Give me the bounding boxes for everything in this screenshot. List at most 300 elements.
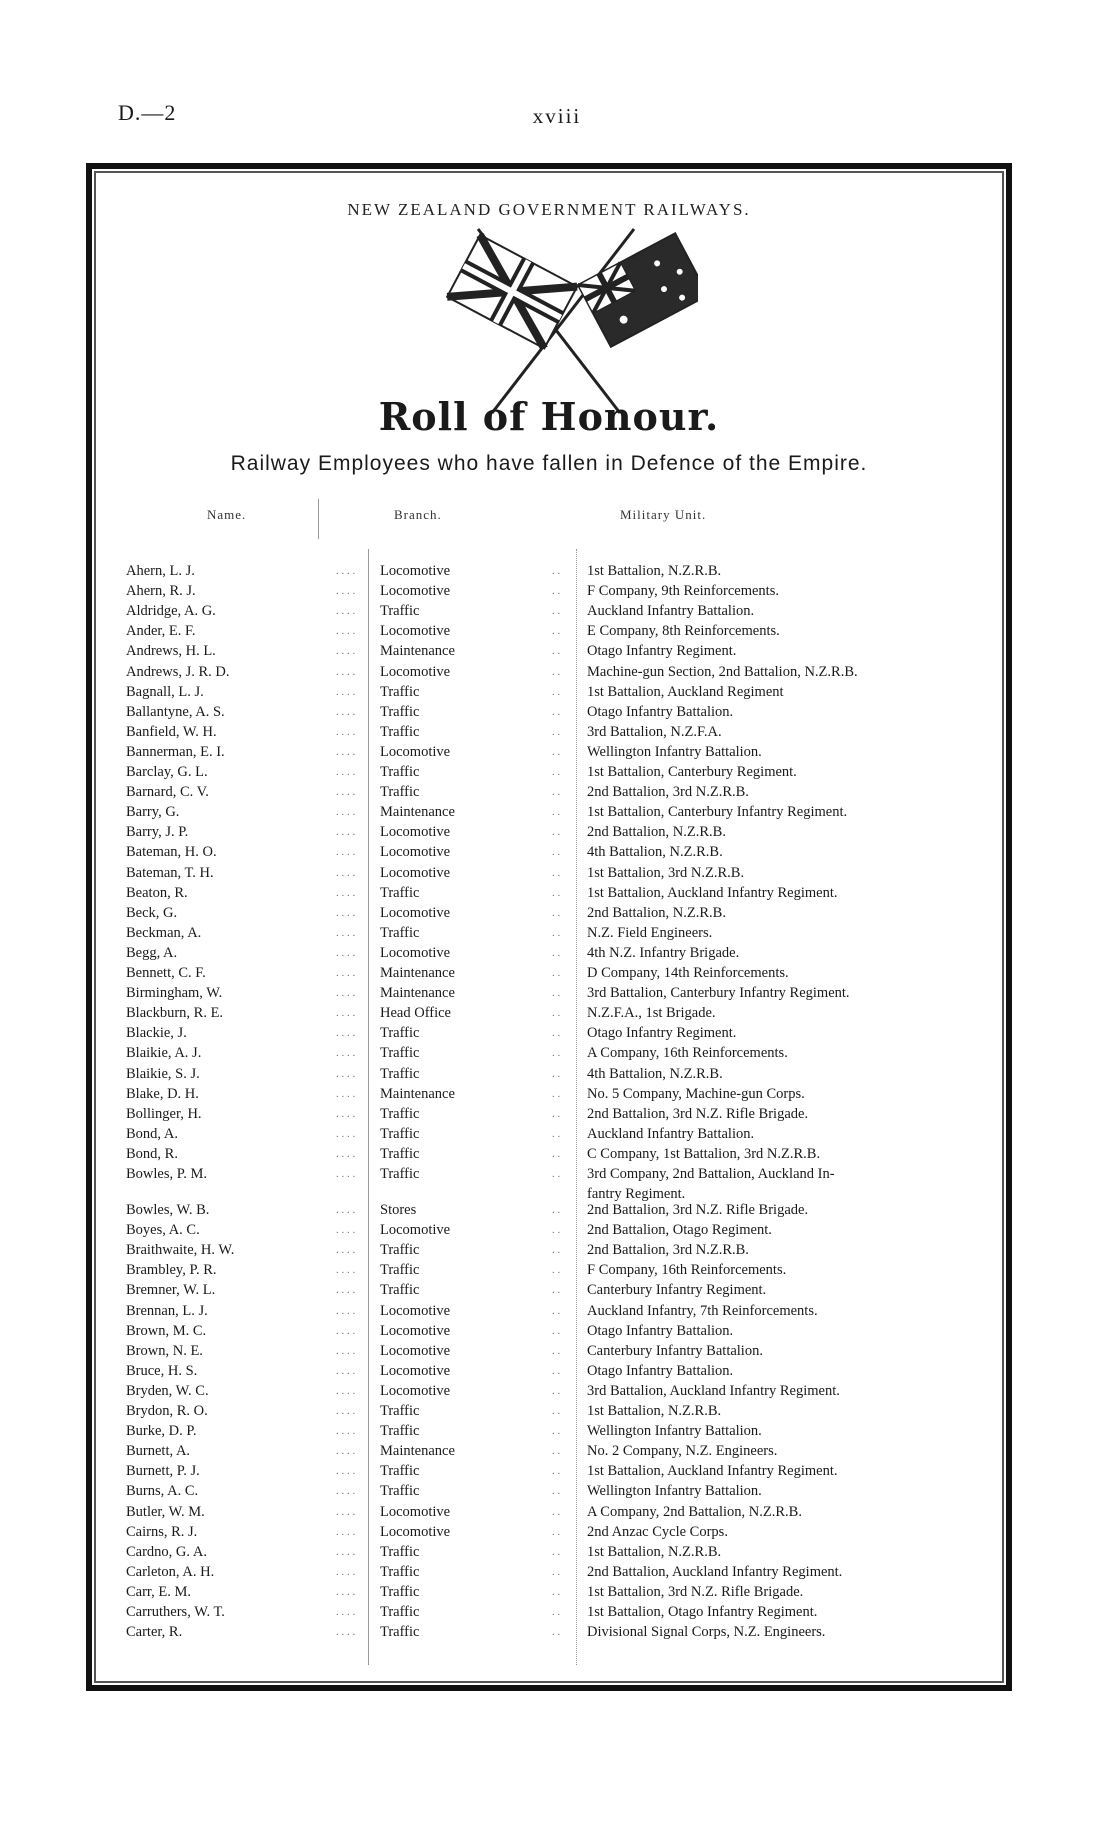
leader-dots: . . . . — [336, 1545, 356, 1558]
leader-dots: . . — [552, 1606, 561, 1618]
name-cell: Bagnall, L. J. — [126, 683, 204, 700]
branch-cell: Traffic — [380, 1105, 420, 1122]
roll-of-honour-title: Roll of Honour. — [378, 394, 720, 439]
branch-cell: Traffic — [380, 1242, 420, 1259]
branch-cell: Traffic — [380, 1145, 420, 1162]
branch-cell: Traffic — [380, 723, 420, 740]
table-row — [92, 842, 1006, 862]
unit-cell: 2nd Battalion, N.Z.R.B. — [587, 904, 726, 921]
unit-cell: 3rd Battalion, Auckland Infantry Regiment. — [587, 1382, 840, 1399]
leader-dots: . . . . — [336, 1525, 356, 1538]
name-cell: Brown, M. C. — [126, 1322, 207, 1339]
branch-cell: Traffic — [380, 1065, 420, 1082]
leader-dots: . . — [552, 1264, 561, 1277]
branch-cell: Traffic — [380, 1125, 420, 1142]
table-row — [92, 1542, 1006, 1562]
column-header-unit: Military Unit. — [620, 507, 707, 522]
leader-dots: . . . . — [336, 1107, 356, 1120]
table-row — [92, 1003, 1006, 1023]
unit-cell: 4th Battalion, N.Z.R.B. — [587, 1065, 723, 1082]
table-row — [92, 1200, 1006, 1220]
leader-dots: . . — [552, 1244, 561, 1257]
name-cell: Brennan, L. J. — [126, 1302, 208, 1319]
branch-cell: Traffic — [380, 924, 420, 941]
leader-dots: . . . . — [336, 766, 356, 778]
branch-cell: Locomotive — [380, 663, 451, 680]
leader-dots: . . . . — [336, 725, 356, 738]
name-cell: Butler, W. M. — [126, 1503, 205, 1520]
leader-dots: . . — [552, 1204, 561, 1216]
unit-cell: E Company, 8th Reinforcements. — [587, 623, 780, 640]
table-row — [92, 1381, 1006, 1401]
leader-dots: . . — [552, 946, 561, 959]
leader-dots: . . . . — [336, 1087, 356, 1100]
branch-cell: Locomotive — [380, 944, 451, 961]
leader-dots: . . — [552, 585, 561, 598]
unit-cell: Otago Infantry Battalion. — [587, 1362, 734, 1379]
table-row — [92, 1321, 1006, 1341]
unit-cell: Canterbury Infantry Battalion. — [587, 1342, 763, 1359]
leader-dots: . . — [552, 645, 561, 658]
leader-dots: . . — [552, 1304, 561, 1317]
branch-cell: Traffic — [380, 884, 420, 901]
name-cell: Brambley, P. R. — [126, 1262, 217, 1279]
leader-dots: . . — [552, 1585, 561, 1598]
unit-cell: Otago Infantry Battalion. — [587, 703, 734, 720]
unit-cell: 1st Battalion, Auckland Infantry Regiment. — [587, 884, 838, 901]
leader-dots: . . . . — [336, 1626, 356, 1639]
unit-cell: 2nd Battalion, Auckland Infantry Regiment. — [587, 1563, 843, 1580]
leader-dots: . . — [552, 1505, 561, 1518]
leader-dots: . . — [552, 1284, 561, 1297]
table-row — [92, 983, 1006, 1003]
name-cell: Cardno, G. A. — [126, 1543, 207, 1560]
branch-cell: Locomotive — [380, 1342, 451, 1359]
unit-cell: N.Z.F.A., 1st Brigade. — [587, 1005, 716, 1022]
unit-cell: 1st Battalion, N.Z.R.B. — [587, 1543, 722, 1560]
leader-dots: . . — [552, 1384, 561, 1397]
branch-cell: Traffic — [380, 603, 420, 620]
table-row — [92, 1124, 1006, 1144]
leader-dots: . . — [552, 806, 561, 819]
table-row — [92, 1401, 1006, 1421]
name-cell: Blaikie, A. J. — [126, 1045, 202, 1062]
unit-cell: 1st Battalion, N.Z.R.B. — [587, 1403, 722, 1419]
page-reference: D.—2 — [118, 100, 177, 125]
name-cell: Beaton, R. — [126, 884, 188, 901]
leader-dots: . . — [552, 1425, 561, 1438]
branch-cell: Maintenance — [380, 1443, 455, 1460]
table-row — [92, 943, 1006, 963]
leader-dots: . . — [552, 1168, 561, 1180]
name-cell: Beckman, A. — [126, 924, 202, 941]
leader-dots: . . — [552, 605, 561, 618]
name-cell: Boyes, A. C. — [126, 1222, 200, 1239]
leader-dots: . . . . — [336, 826, 356, 839]
unit-cell-continued: fantry Regiment. — [587, 1186, 686, 1202]
name-cell: Brown, N. E. — [126, 1342, 203, 1359]
branch-cell: Traffic — [380, 703, 420, 720]
leader-dots: . . — [552, 1344, 561, 1357]
branch-cell: Locomotive — [380, 1302, 451, 1319]
branch-cell: Traffic — [380, 1262, 420, 1279]
name-cell: Ahern, L. J. — [126, 563, 195, 579]
leader-dots: . . . . — [336, 1007, 356, 1020]
name-cell: Bond, R. — [126, 1145, 178, 1162]
leader-dots: . . — [552, 1324, 561, 1337]
crossed-flags-icon — [410, 227, 698, 417]
leader-dots: . . . . — [336, 705, 356, 718]
branch-cell: Locomotive — [380, 904, 451, 921]
name-cell: Bollinger, H. — [126, 1105, 202, 1122]
leader-dots: . . . . — [336, 967, 356, 979]
name-cell: Barclay, G. L. — [126, 764, 208, 780]
name-cell: Carr, E. M. — [126, 1583, 192, 1600]
name-cell: Burke, D. P. — [126, 1423, 197, 1440]
name-cell: Blaikie, S. J. — [126, 1065, 200, 1082]
leader-dots: . . . . — [336, 987, 356, 1000]
unit-cell: 2nd Battalion, 3rd N.Z. Rifle Brigade. — [587, 1202, 809, 1218]
leader-dots: . . — [552, 1047, 561, 1060]
unit-cell: 1st Battalion, 3rd N.Z. Rifle Brigade. — [587, 1583, 804, 1600]
leader-dots: . . — [552, 565, 561, 577]
branch-cell: Traffic — [380, 1624, 420, 1641]
table-row — [92, 1220, 1006, 1240]
unit-cell: No. 2 Company, N.Z. Engineers. — [587, 1443, 778, 1460]
name-cell: Barry, G. — [126, 804, 180, 821]
table-row — [92, 883, 1006, 903]
leader-dots: . . — [552, 967, 561, 979]
name-cell: Cairns, R. J. — [126, 1523, 198, 1540]
unit-cell: 2nd Battalion, Otago Regiment. — [587, 1222, 772, 1239]
leader-dots: . . — [552, 1626, 561, 1639]
table-row — [92, 1260, 1006, 1280]
unit-cell: A Company, 16th Reinforcements. — [587, 1045, 788, 1062]
unit-cell: 1st Battalion, Auckland Regiment — [587, 683, 784, 700]
leader-dots: . . . . — [336, 1324, 356, 1337]
branch-cell: Locomotive — [380, 1503, 451, 1520]
unit-cell: D Company, 14th Reinforcements. — [587, 965, 789, 981]
table-row — [92, 863, 1006, 883]
branch-cell: Traffic — [380, 1483, 420, 1500]
unit-cell: Divisional Signal Corps, N.Z. Engineers. — [587, 1624, 826, 1641]
unit-cell: Auckland Infantry Battalion. — [587, 603, 755, 620]
leader-dots: . . . . — [336, 1284, 356, 1297]
name-cell: Carleton, A. H. — [126, 1563, 215, 1580]
table-row — [92, 963, 1006, 983]
table-row — [92, 722, 1006, 742]
leader-dots: . . . . — [336, 1047, 356, 1060]
branch-cell: Maintenance — [380, 985, 455, 1002]
leader-dots: . . . . — [336, 806, 356, 819]
table-row — [92, 822, 1006, 842]
leader-dots: . . — [552, 846, 561, 859]
unit-cell: N.Z. Field Engineers. — [587, 924, 713, 941]
name-cell: Burnett, A. — [126, 1443, 191, 1460]
branch-cell: Traffic — [380, 1563, 420, 1580]
table-row — [92, 1064, 1006, 1084]
leader-dots: . . — [552, 665, 561, 678]
name-cell: Blackburn, R. E. — [126, 1005, 224, 1022]
leader-dots: . . . . — [336, 866, 356, 879]
unit-cell: Auckland Infantry, 7th Reinforcements. — [587, 1302, 818, 1319]
leader-dots: . . — [552, 1007, 561, 1020]
unit-cell: 3rd Company, 2nd Battalion, Auckland In- — [587, 1166, 835, 1182]
unit-cell: 3rd Battalion, Canterbury Infantry Regiment. — [587, 985, 850, 1002]
table-row — [92, 1602, 1006, 1622]
leader-dots: . . — [552, 705, 561, 718]
name-cell: Bryden, W. C. — [126, 1382, 209, 1399]
table-row — [92, 1043, 1006, 1063]
leader-dots: . . — [552, 1364, 561, 1377]
leader-dots: . . . . — [336, 1505, 356, 1518]
leader-dots: . . . . — [336, 1204, 356, 1216]
name-cell: Begg, A. — [126, 944, 178, 961]
table-row — [92, 581, 1006, 601]
table-row — [92, 702, 1006, 722]
leader-dots: . . — [552, 1545, 561, 1558]
table-row — [92, 782, 1006, 802]
branch-cell: Maintenance — [380, 804, 455, 821]
unit-cell: F Company, 9th Reinforcements. — [587, 583, 779, 600]
name-cell: Brydon, R. O. — [126, 1403, 208, 1419]
unit-cell: Wellington Infantry Battalion. — [587, 1483, 762, 1500]
branch-cell: Traffic — [380, 1423, 420, 1440]
name-cell: Andrews, J. R. D. — [126, 663, 230, 680]
page-number: xviii — [532, 104, 582, 128]
leader-dots: . . . . — [336, 1224, 356, 1237]
leader-dots: . . . . — [336, 1147, 356, 1160]
table-row — [92, 762, 1006, 782]
unit-cell: 2nd Battalion, 3rd N.Z.R.B. — [587, 1242, 749, 1259]
name-cell: Carruthers, W. T. — [126, 1604, 225, 1620]
unit-cell: 1st Battalion, 3rd N.Z.R.B. — [587, 864, 745, 881]
unit-cell: C Company, 1st Battalion, 3rd N.Z.R.B. — [587, 1145, 821, 1162]
table-row — [92, 561, 1006, 581]
branch-cell: Locomotive — [380, 1382, 451, 1399]
name-cell: Burnett, P. J. — [126, 1463, 200, 1480]
table-row — [92, 1622, 1006, 1642]
leader-dots: . . — [552, 1127, 561, 1140]
column-header-name: Name. — [207, 507, 247, 522]
leader-dots: . . — [552, 1224, 561, 1237]
branch-cell: Locomotive — [380, 864, 451, 881]
branch-cell: Locomotive — [380, 844, 451, 861]
branch-cell: Locomotive — [380, 563, 451, 579]
name-cell: Braithwaite, H. W. — [126, 1242, 235, 1259]
branch-cell: Head Office — [380, 1005, 451, 1022]
unit-cell: 2nd Battalion, 3rd N.Z. Rifle Brigade. — [587, 1105, 809, 1122]
name-cell: Barnard, C. V. — [126, 784, 209, 801]
leader-dots: . . . . — [336, 1244, 356, 1257]
leader-dots: . . — [552, 1525, 561, 1538]
table-row — [92, 1582, 1006, 1602]
name-cell: Bannerman, E. I. — [126, 743, 225, 760]
unit-cell: 1st Battalion, Otago Infantry Regiment. — [587, 1604, 818, 1620]
unit-cell: 1st Battalion, Canterbury Infantry Regiment. — [587, 804, 848, 821]
table-row — [92, 1144, 1006, 1164]
branch-cell: Locomotive — [380, 743, 451, 760]
leader-dots: . . . . — [336, 585, 356, 598]
leader-dots: . . . . — [336, 946, 356, 959]
branch-cell: Maintenance — [380, 643, 455, 660]
leader-dots: . . . . — [336, 1264, 356, 1277]
leader-dots: . . — [552, 685, 561, 698]
branch-cell: Maintenance — [380, 965, 455, 981]
table-row — [92, 1502, 1006, 1522]
leader-dots: . . — [552, 1107, 561, 1120]
unit-cell: No. 5 Company, Machine-gun Corps. — [587, 1085, 805, 1102]
leader-dots: . . — [552, 866, 561, 879]
name-cell: Carter, R. — [126, 1624, 183, 1641]
roll-frame — [86, 163, 1012, 1691]
table-row — [92, 742, 1006, 762]
leader-dots: . . . . — [336, 565, 356, 577]
leader-dots: . . . . — [336, 1027, 356, 1040]
name-cell: Ander, E. F. — [126, 623, 196, 640]
unit-cell: A Company, 2nd Battalion, N.Z.R.B. — [587, 1503, 802, 1520]
unit-cell: Auckland Infantry Battalion. — [587, 1125, 755, 1142]
branch-cell: Locomotive — [380, 623, 451, 640]
roll-subtitle: Railway Employees who have fallen in Defence of the Empire. — [230, 452, 868, 475]
leader-dots: . . — [552, 1465, 561, 1478]
unit-cell: 4th Battalion, N.Z.R.B. — [587, 844, 723, 861]
leader-dots: . . — [552, 1565, 561, 1578]
organisation-title: NEW ZEALAND GOVERNMENT RAILWAYS. — [347, 200, 751, 219]
branch-cell: Locomotive — [380, 1523, 451, 1540]
leader-dots: . . — [552, 745, 561, 758]
branch-cell: Locomotive — [380, 1322, 451, 1339]
name-cell: Beck, G. — [126, 904, 178, 921]
leader-dots: . . . . — [336, 1364, 356, 1377]
leader-dots: . . . . — [336, 625, 356, 638]
unit-cell: Wellington Infantry Battalion. — [587, 743, 762, 760]
unit-cell: Canterbury Infantry Regiment. — [587, 1282, 767, 1299]
unit-cell: 2nd Anzac Cycle Corps. — [587, 1523, 728, 1540]
table-row — [92, 1441, 1006, 1461]
table-row — [92, 682, 1006, 702]
name-cell: Burns, A. C. — [126, 1483, 199, 1500]
leader-dots: . . — [552, 826, 561, 839]
table-row — [92, 641, 1006, 661]
unit-cell: 2nd Battalion, 3rd N.Z.R.B. — [587, 784, 749, 801]
branch-cell: Traffic — [380, 764, 420, 780]
column-header-branch: Branch. — [394, 507, 442, 522]
name-cell: Banfield, W. H. — [126, 723, 217, 740]
leader-dots: . . — [552, 786, 561, 799]
table-row — [92, 1461, 1006, 1481]
leader-dots: . . . . — [336, 1405, 356, 1417]
name-cell: Blackie, J. — [126, 1025, 187, 1042]
leader-dots: . . . . — [336, 645, 356, 658]
leader-dots: . . — [552, 1445, 561, 1458]
leader-dots: . . . . — [336, 1465, 356, 1478]
leader-dots: . . — [552, 1147, 561, 1160]
table-row — [92, 1522, 1006, 1542]
table-row — [92, 903, 1006, 923]
leader-dots: . . — [552, 1405, 561, 1417]
leader-dots: . . . . — [336, 685, 356, 698]
leader-dots: . . . . — [336, 886, 356, 899]
leader-dots: . . . . — [336, 1304, 356, 1317]
table-row — [92, 1562, 1006, 1582]
unit-cell: Otago Infantry Battalion. — [587, 1322, 734, 1339]
leader-dots: . . — [552, 1067, 561, 1080]
leader-dots: . . — [552, 766, 561, 778]
name-cell: Bennett, C. F. — [126, 965, 206, 981]
name-cell: Bateman, T. H. — [126, 864, 214, 881]
branch-cell: Locomotive — [380, 824, 451, 841]
branch-cell: Traffic — [380, 784, 420, 801]
name-cell: Bremner, W. L. — [126, 1282, 216, 1299]
leader-dots: . . . . — [336, 1168, 356, 1180]
leader-dots: . . — [552, 886, 561, 899]
table-row — [92, 1280, 1006, 1300]
branch-cell: Traffic — [380, 1463, 420, 1480]
unit-cell: 1st Battalion, Auckland Infantry Regiment. — [587, 1463, 838, 1480]
table-row — [92, 1481, 1006, 1501]
branch-cell: Traffic — [380, 1604, 420, 1620]
name-cell: Ballantyne, A. S. — [126, 703, 225, 720]
leader-dots: . . . . — [336, 846, 356, 859]
leader-dots: . . . . — [336, 786, 356, 799]
unit-cell: Otago Infantry Regiment. — [587, 643, 737, 660]
table-row — [92, 1301, 1006, 1321]
branch-cell: Traffic — [380, 1282, 420, 1299]
leader-dots: . . . . — [336, 605, 356, 618]
leader-dots: . . . . — [336, 1384, 356, 1397]
unit-cell: 1st Battalion, Canterbury Regiment. — [587, 764, 797, 780]
branch-cell: Traffic — [380, 1025, 420, 1042]
name-cell: Bowles, P. M. — [126, 1166, 207, 1182]
table-row — [92, 1361, 1006, 1381]
unit-cell: F Company, 16th Reinforcements. — [587, 1262, 787, 1279]
leader-dots: . . — [552, 926, 561, 939]
name-cell: Bond, A. — [126, 1125, 178, 1142]
unit-cell: 4th N.Z. Infantry Brigade. — [587, 944, 740, 961]
branch-cell: Traffic — [380, 1045, 420, 1062]
table-row — [92, 621, 1006, 641]
branch-cell: Traffic — [380, 1403, 420, 1419]
table-row — [92, 923, 1006, 943]
table-row — [92, 1104, 1006, 1124]
leader-dots: . . . . — [336, 926, 356, 939]
name-cell: Bateman, H. O. — [126, 844, 217, 861]
leader-dots: . . . . — [336, 1425, 356, 1438]
branch-cell: Traffic — [380, 1583, 420, 1600]
branch-cell: Traffic — [380, 1166, 420, 1182]
leader-dots: . . — [552, 987, 561, 1000]
leader-dots: . . . . — [336, 1344, 356, 1357]
branch-cell: Traffic — [380, 683, 420, 700]
name-cell: Bowles, W. B. — [126, 1202, 210, 1218]
name-cell: Birmingham, W. — [126, 985, 223, 1002]
branch-cell: Stores — [380, 1202, 417, 1218]
name-cell: Andrews, H. L. — [126, 643, 216, 660]
branch-cell: Traffic — [380, 1543, 420, 1560]
branch-cell: Maintenance — [380, 1085, 455, 1102]
branch-cell: Locomotive — [380, 1222, 451, 1239]
branch-cell: Locomotive — [380, 583, 451, 600]
leader-dots: . . — [552, 725, 561, 738]
table-row — [92, 802, 1006, 822]
unit-cell: 1st Battalion, N.Z.R.B. — [587, 563, 722, 579]
leader-dots: . . . . — [336, 665, 356, 678]
name-cell: Barry, J. P. — [126, 824, 189, 841]
leader-dots: . . . . — [336, 1127, 356, 1140]
leader-dots: . . . . — [336, 1606, 356, 1618]
leader-dots: . . — [552, 906, 561, 919]
